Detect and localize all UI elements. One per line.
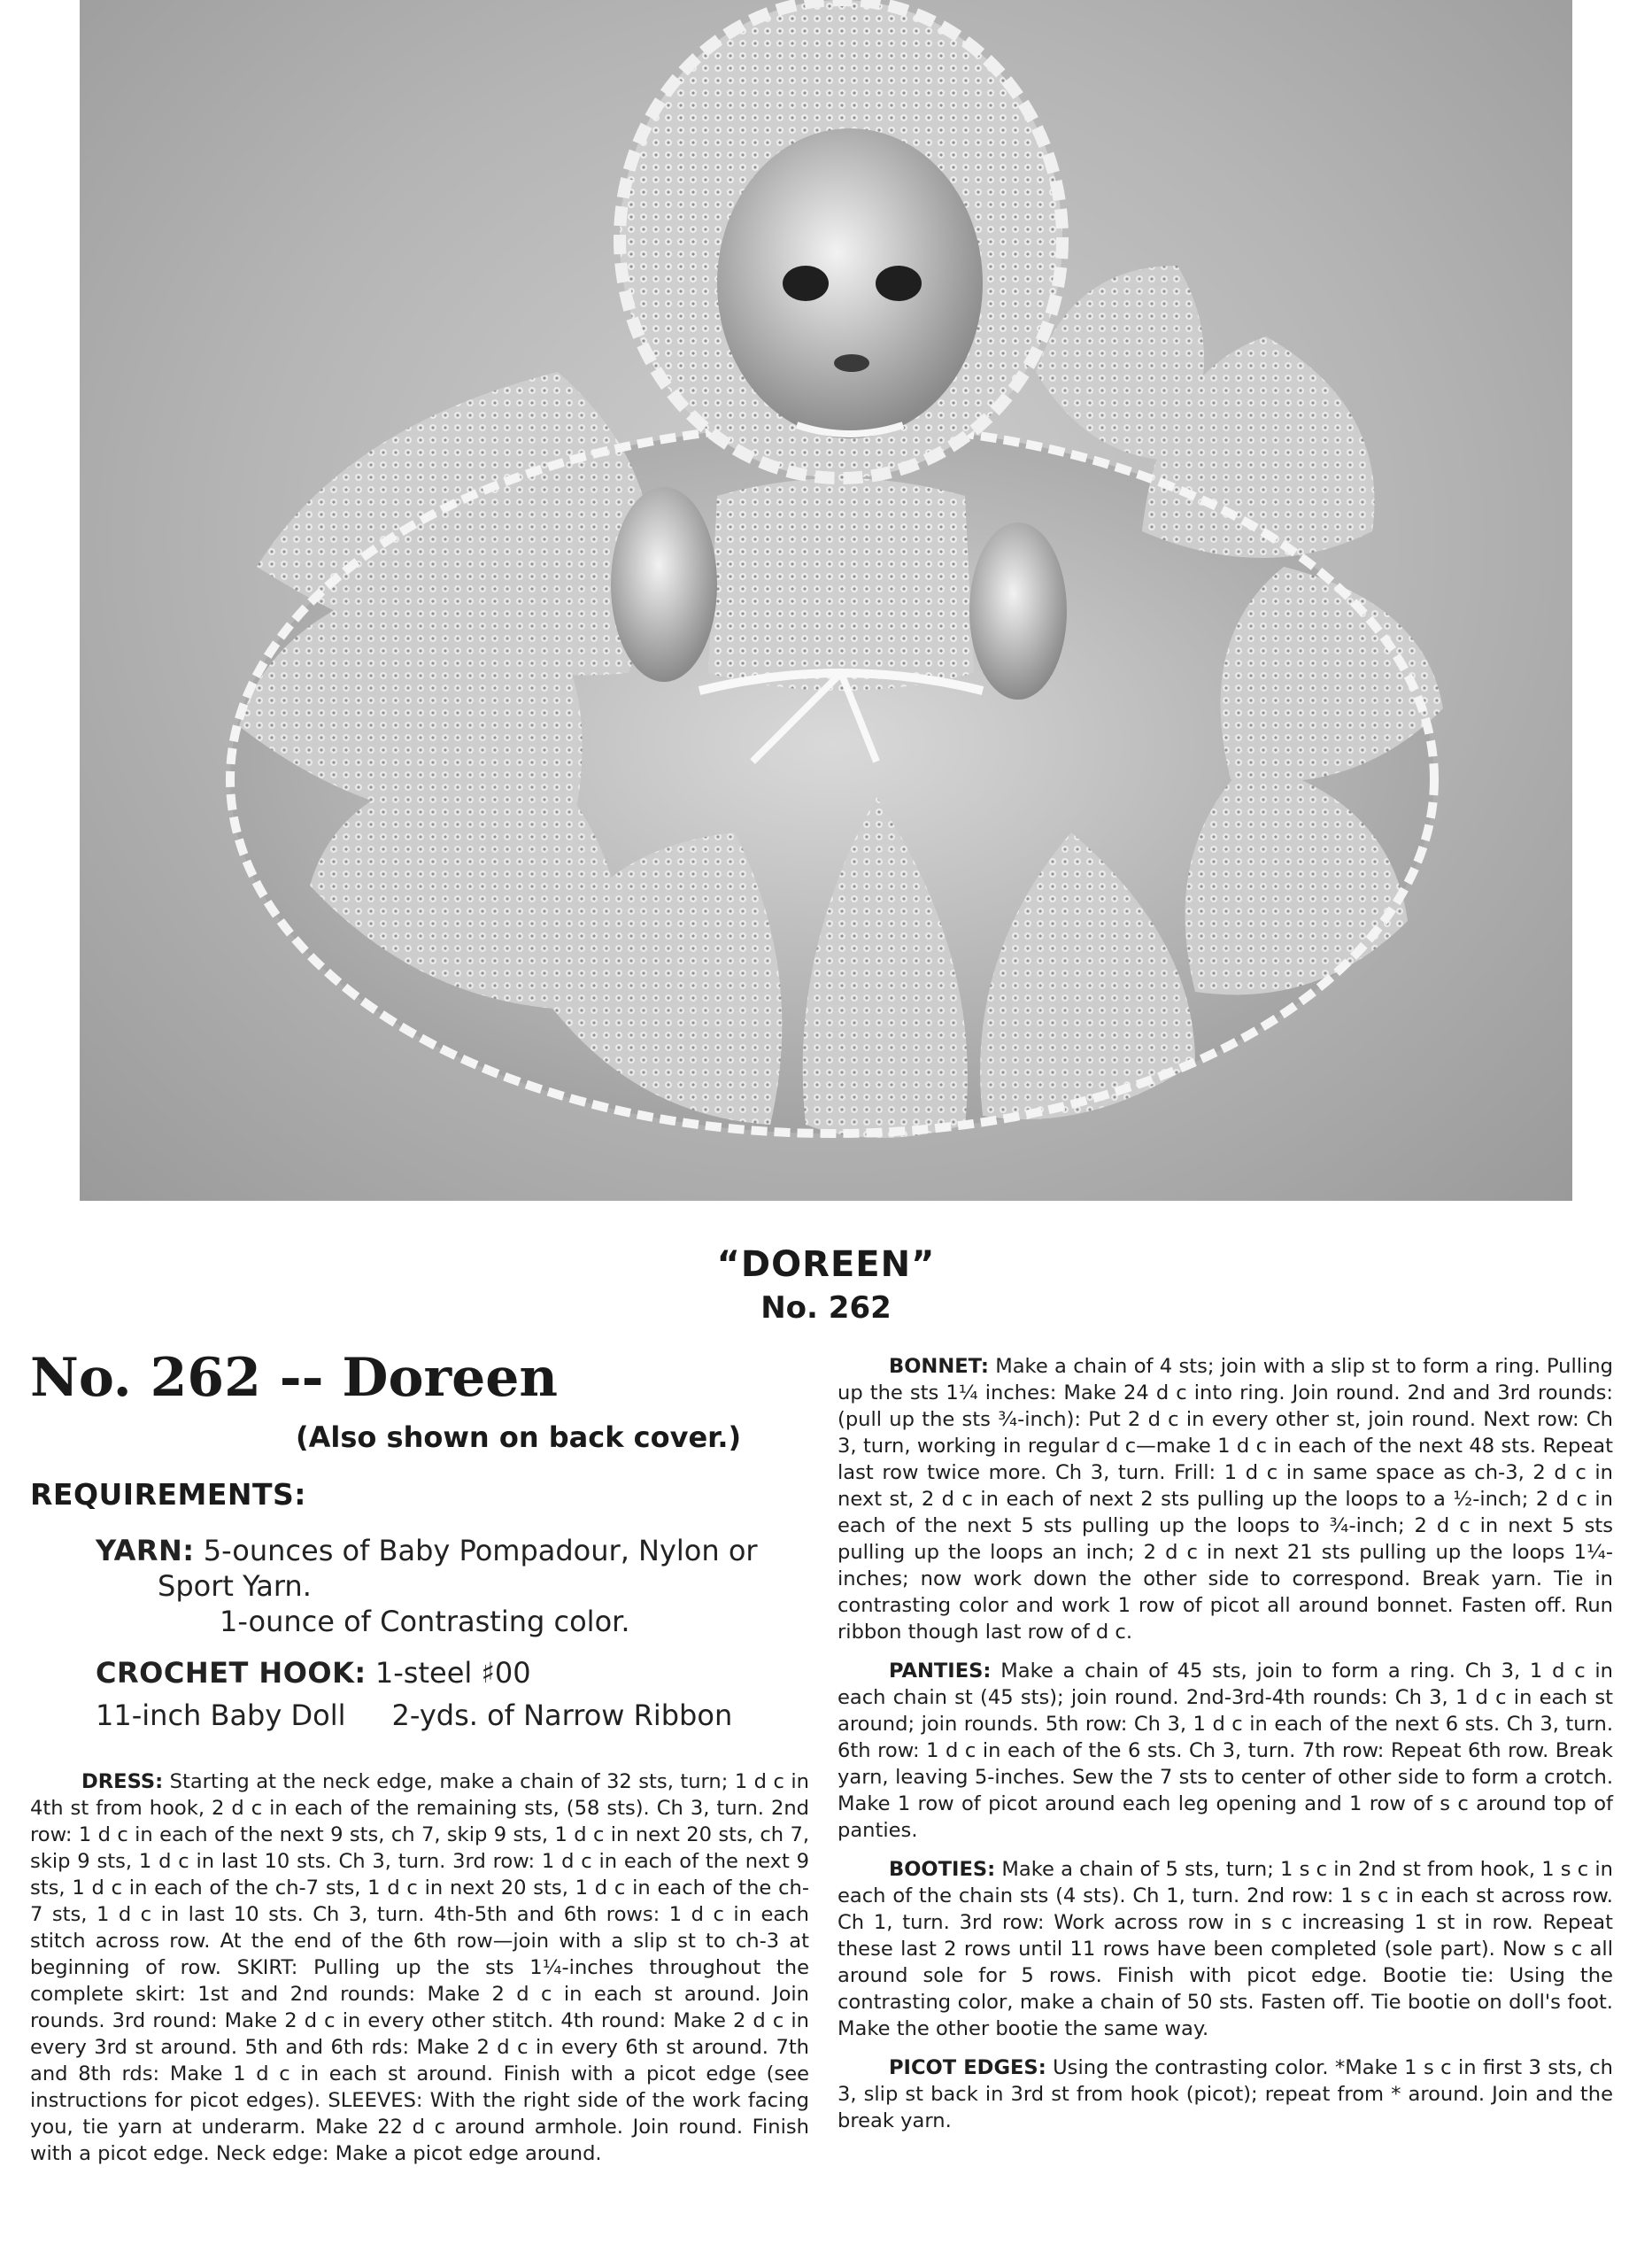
dress-instructions [30, 1768, 809, 2167]
yarn-value: 5-ounces of Baby Pompadour, Nylon or [194, 1534, 758, 1567]
photo-caption-number: No. 262 [760, 1290, 892, 1326]
doll-face [717, 128, 983, 438]
booties-text: Make a chain of 5 sts, turn; 1 s c in 2nd st from hook, 1 s c in each of the chain sts (4 sts). Ch 1, turn. 2nd row: 1 s c in each st across row. Ch 1, turn. 3rd row: Work across row in s c increasing 1 st in row. Repeat these last 2 rows until 11 rows have been completed (sole part). Now s c all around sole for 5 rows. Finish with picot edge. Bootie tie: Using the contrasting color, make a chain of 50 sts. Fasten off. Tie bootie on doll's foot. Make the other bootie the same way. [838, 1858, 1613, 2040]
right-arm [969, 522, 1067, 700]
bodice [708, 478, 974, 691]
right-eye [876, 266, 922, 301]
doll-illustration [80, 0, 1572, 1201]
panties-text: Make a chain of 45 sts, join to form a ring. Ch 3, 1 d c in each chain st (45 sts); join round. 2nd-3rd-4th rounds: Ch 3, 1 d c in each st around; join rounds. 5th row: Ch 3, 1 d c in each of the next 6 sts. Ch 3, turn. 6th row: 1 d c in each of the 6 sts. Ch 3, turn. 7th row: Repeat 6th row. Break yarn, leaving 5-inches. Sew the 7 sts to center of other side to form a crotch. Make 1 row of picot around each leg opening and 1 row of s c around top of panties. [838, 1660, 1613, 1842]
picot-text: Using the contrasting color. *Make 1 s c in first 3 sts, ch 3, slip st back in 3rd st from hook (picot); repeat from * around. Join and the break yarn. [838, 2056, 1613, 2132]
right-column [838, 1346, 1613, 2147]
ribbon-requirement: 2-yds. of Narrow Ribbon [391, 1698, 733, 1732]
photo-caption-title: “DOREEN” [716, 1244, 936, 1285]
hook-label: CROCHET HOOK: [96, 1656, 367, 1690]
hook-value: 1-steel ♯00 [366, 1656, 531, 1690]
left-column [30, 1346, 809, 2167]
panties-label: PANTIES: [889, 1660, 992, 1683]
left-eye [783, 266, 829, 301]
contrast-yarn: 1-ounce of Contrasting color. [220, 1605, 630, 1638]
booties-instructions [838, 1856, 1613, 2042]
dress-text: Starting at the neck edge, make a chain of 32 sts, turn; 1 d c in 4th st from hook, 2 d c in each of the remaining sts, (58 sts). Ch 3, turn. 2nd row: 1 d c in each of the next 9 sts, ch 7, skip 9 sts, 1 d c in next 20 sts, ch 7, skip 9 sts, 1 d c in last 10 sts. Ch 3, turn. 3rd row: 1 d c in each of the next 9 sts, 1 d c in each of the ch-7 sts, 1 d c in next 20 sts, 1 d c in each of the ch-7 sts, 1 d c in last 10 sts. Ch 3, turn. 4th-5th and 6th rows: 1 d c in each stitch across row. At the end of the 6th row—join with a slip st to ch-3 at beginning of row. SKIRT: Pulling up the sts 1¼-inches throughout the complete skirt: 1st and 2nd rounds: Make 2 d c in each st around. Join rounds. 3rd round: Make 2 d c in every other stitch. 4th round: Make 2 d c in every 3rd st around. 5th and 6th rds: Make 2 d c in every 6th st around. 7th and 8th rds: Make 1 d c in each st around. Finish with a picot edge (see instructions for picot edges). SLEEVES: With the right side of the work facing you, tie yarn at underarm. Make 22 d c around armhole. Join round. Finish with a picot edge. Neck edge: Make a picot edge around. [30, 1770, 809, 2165]
bonnet-text: Make a chain of 4 sts; join with a slip st to form a ring. Pulling up the sts 1¼ inches: Make 24 d c into ring. Join round. 2nd and 3rd rounds: (pull up the sts ¾-inch): Put 2 d c in every other st, join round. Next row: Ch 3, turn, working in regular d c—make 1 d c in each of the next 48 sts. Repeat last row twice more. Ch 3, turn. Frill: 1 d c in same space as ch-3, 2 d c in next st, 2 d c in each of next 2 sts pulling up the loops to a ½-inch; 2 d c in each of the next 5 sts pulling up the loops to ¾-inch; 2 d c in next 5 sts pulling up the loops an inch; 2 d c in next 21 sts pulling up the loops 1¼-inches; now work down the other side to correspond. Break yarn. Tie in contrasting color and work 1 row of picot all around bonnet. Fasten off. Run ribbon though last row of d c. [838, 1355, 1613, 1644]
pattern-title: No. 262 -- Doreen [30, 1347, 559, 1409]
bonnet-instructions [838, 1353, 1613, 1645]
hook-requirement [96, 1655, 809, 1691]
picot-label: PICOT EDGES: [889, 2056, 1046, 2079]
doll-size: 11-inch Baby Doll [96, 1698, 346, 1732]
left-arm [611, 487, 717, 682]
bonnet-label: BONNET: [889, 1355, 989, 1378]
yarn-label: YARN: [96, 1534, 195, 1567]
also-shown-note: (Also shown on back cover.) [296, 1420, 742, 1454]
requirements-heading: REQUIREMENTS: [30, 1477, 307, 1512]
panties-instructions [838, 1658, 1613, 1844]
mouth [834, 354, 869, 372]
picot-instructions [838, 2054, 1613, 2134]
yarn-value-cont: Sport Yarn. [158, 1569, 312, 1603]
doll-requirement [96, 1698, 809, 1733]
yarn-requirement [96, 1533, 809, 1639]
dress-label: DRESS: [81, 1770, 164, 1793]
doll-photo [80, 0, 1572, 1201]
booties-label: BOOTIES: [889, 1858, 996, 1881]
